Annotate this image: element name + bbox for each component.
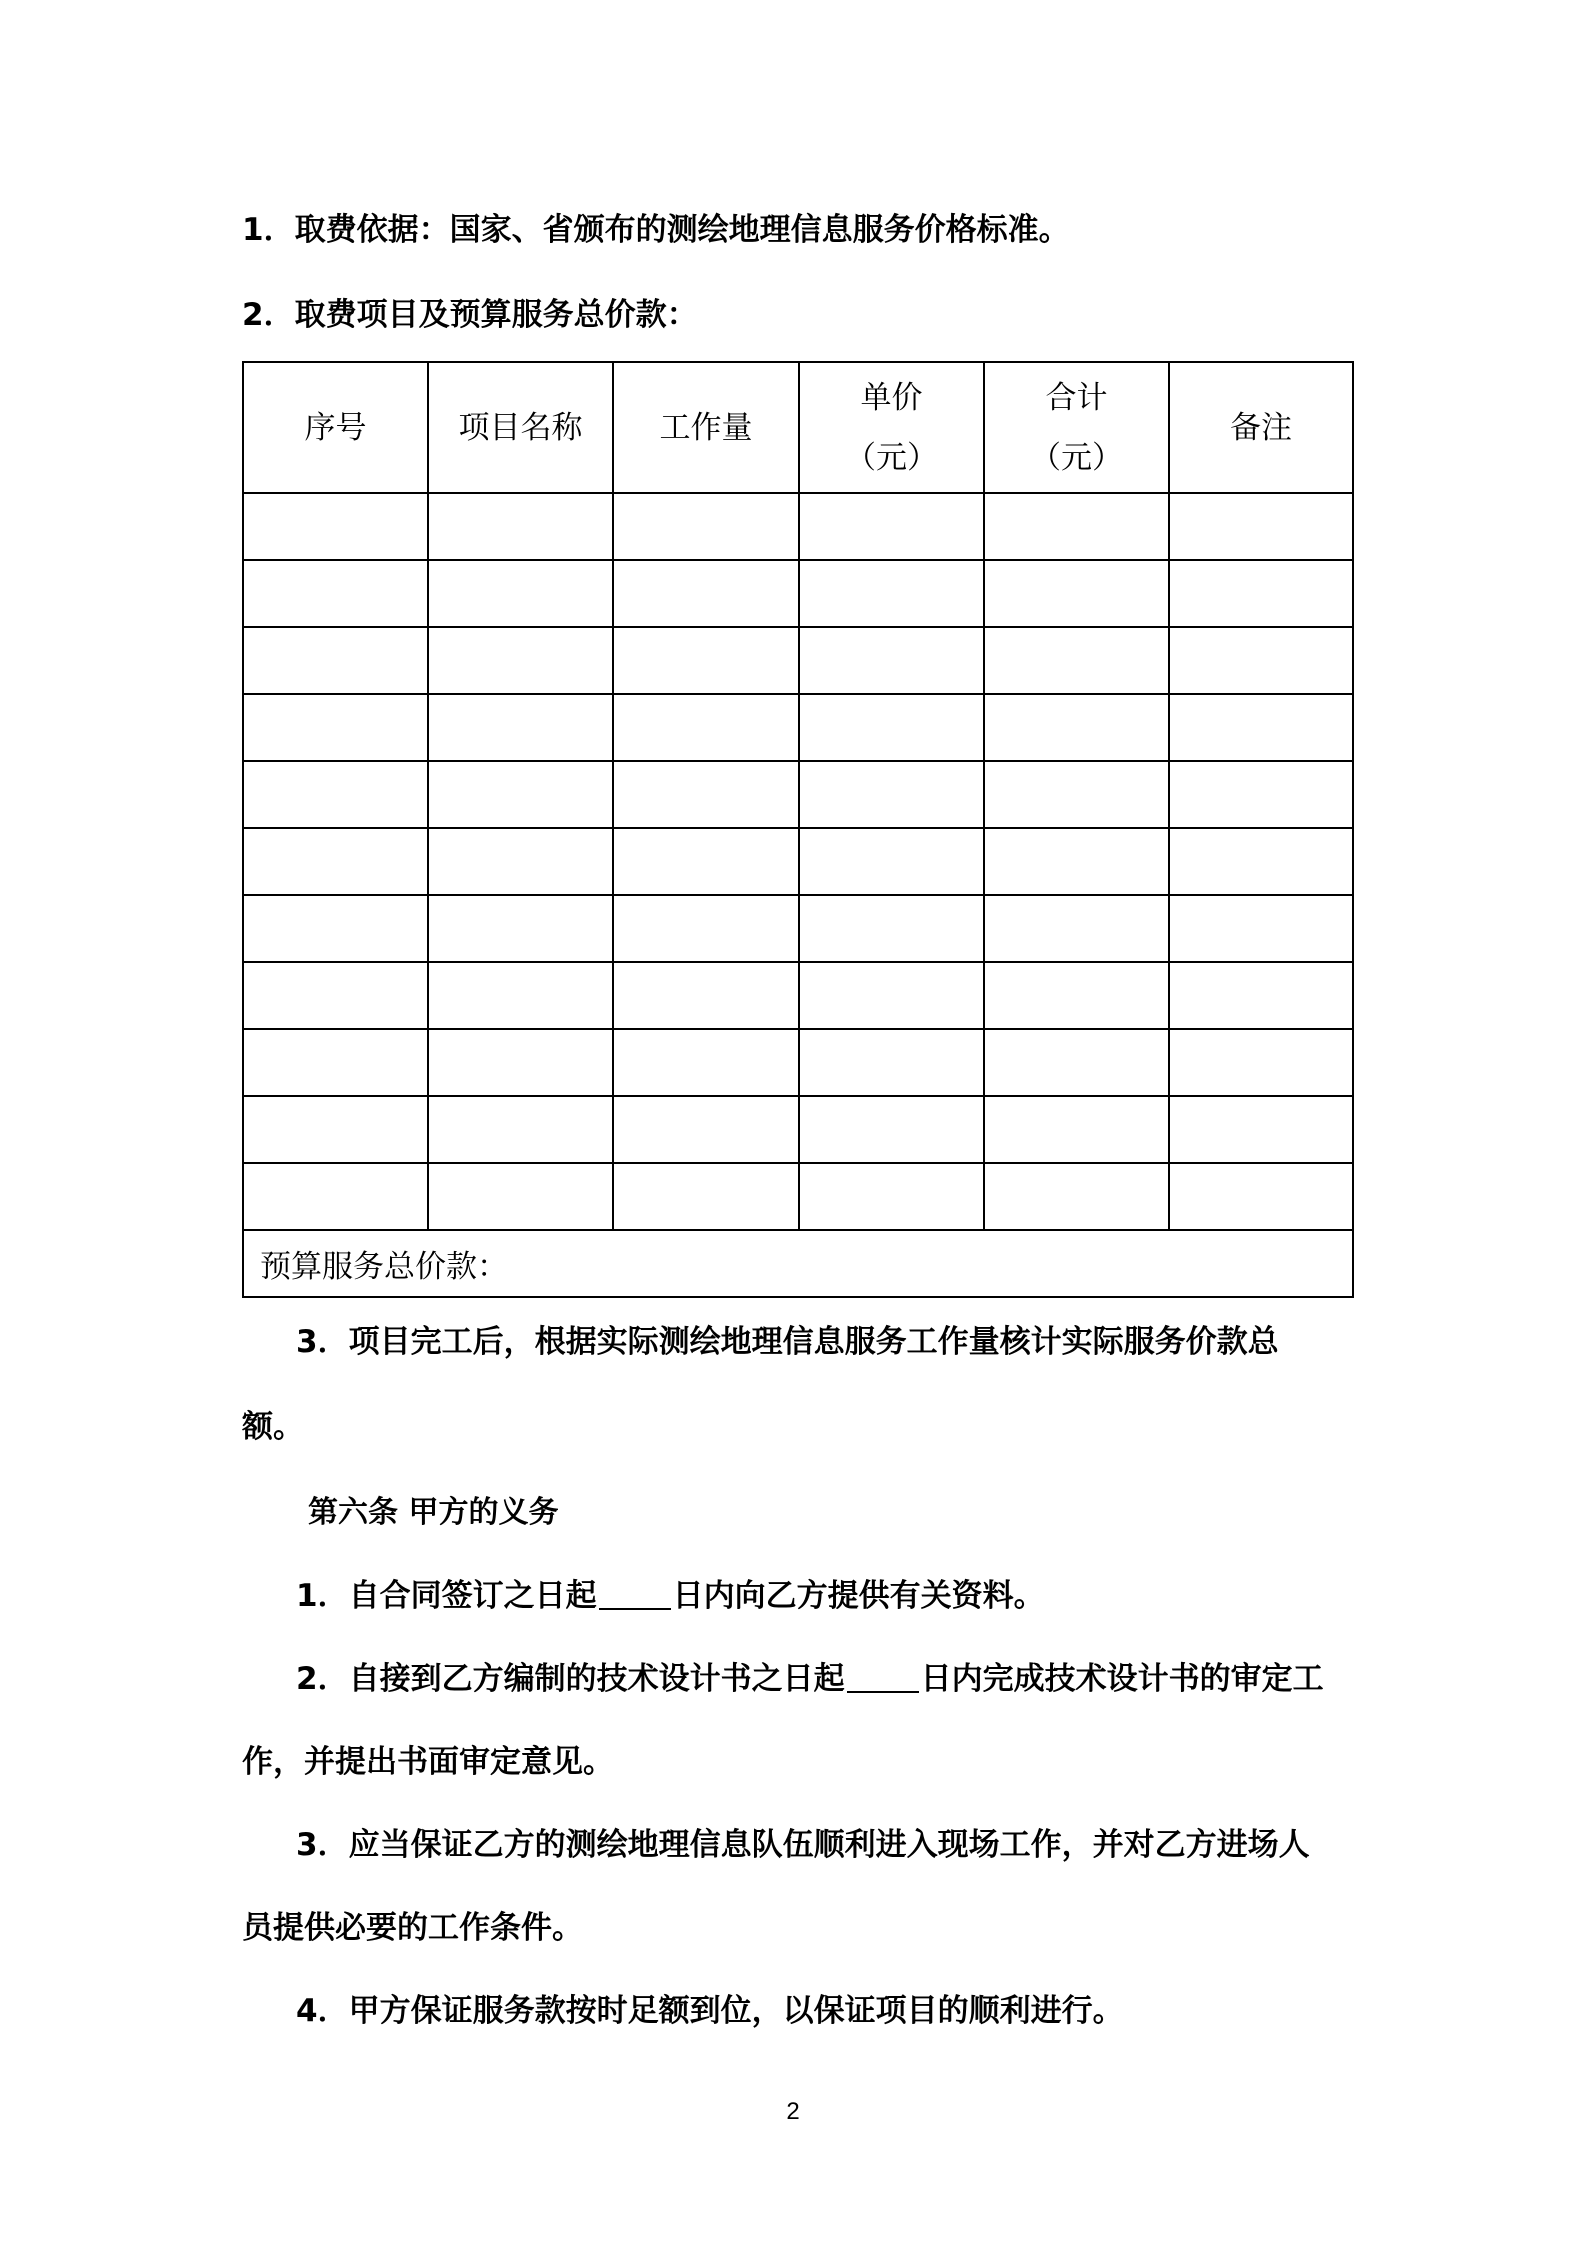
table-cell bbox=[243, 1163, 428, 1230]
table-cell bbox=[799, 962, 984, 1029]
table-cell bbox=[428, 962, 613, 1029]
header-unit-price bbox=[799, 362, 984, 493]
table-row bbox=[243, 1096, 1353, 1163]
table-cell bbox=[428, 1096, 613, 1163]
table-cell bbox=[799, 560, 984, 627]
after-completion-line1: 3．项目完工后，根据实际测绘地理信息服务工作量核计实际服务价款总 bbox=[296, 1324, 1279, 1360]
table-cell bbox=[799, 1163, 984, 1230]
table-cell bbox=[613, 1029, 799, 1096]
table-row bbox=[243, 493, 1353, 560]
table-cell bbox=[428, 828, 613, 895]
header-unit-price-label: 单价 bbox=[860, 379, 923, 416]
header-workload: 工作量 bbox=[613, 362, 799, 493]
table-cell bbox=[428, 895, 613, 962]
table-cell bbox=[243, 962, 428, 1029]
table-cell bbox=[984, 493, 1169, 560]
table-cell bbox=[984, 828, 1169, 895]
table-cell bbox=[1169, 1163, 1353, 1230]
table-cell bbox=[243, 694, 428, 761]
table-cell bbox=[428, 694, 613, 761]
table-cell bbox=[799, 1029, 984, 1096]
table-cell bbox=[613, 1163, 799, 1230]
table-cell bbox=[1169, 761, 1353, 828]
table-cell bbox=[243, 828, 428, 895]
duty2-line2: 作，并提出书面审定意见。 bbox=[242, 1744, 614, 1780]
table-cell bbox=[1169, 694, 1353, 761]
table-cell bbox=[613, 694, 799, 761]
total-budget-label: 预算服务总价款： bbox=[243, 1230, 1353, 1297]
header-unit-price-unit: （元） bbox=[845, 439, 938, 476]
table-cell bbox=[799, 761, 984, 828]
table-cell bbox=[613, 560, 799, 627]
table-cell bbox=[428, 627, 613, 694]
table-cell bbox=[1169, 828, 1353, 895]
table-cell bbox=[799, 1096, 984, 1163]
table-cell bbox=[613, 1096, 799, 1163]
table-cell bbox=[428, 1029, 613, 1096]
fee-table bbox=[242, 361, 1354, 1298]
duty1-text-after: 日内向乙方提供有关资料。 bbox=[672, 1578, 1045, 1614]
table-cell bbox=[984, 1096, 1169, 1163]
table-cell bbox=[613, 627, 799, 694]
table-cell bbox=[984, 895, 1169, 962]
page-number: 2 bbox=[786, 2098, 800, 2125]
table-cell bbox=[243, 560, 428, 627]
table-cell bbox=[1169, 560, 1353, 627]
table-cell bbox=[1169, 895, 1353, 962]
table-cell bbox=[428, 761, 613, 828]
after-completion-line2: 额。 bbox=[242, 1409, 304, 1445]
table-row bbox=[243, 560, 1353, 627]
table-cell bbox=[613, 895, 799, 962]
table-cell bbox=[984, 1029, 1169, 1096]
table-cell bbox=[243, 493, 428, 560]
table-cell bbox=[984, 694, 1169, 761]
table-row bbox=[243, 828, 1353, 895]
duty2-text-before: 2．自接到乙方编制的技术设计书之日起 bbox=[296, 1661, 845, 1697]
table-cell bbox=[799, 493, 984, 560]
table-cell bbox=[1169, 493, 1353, 560]
table-cell bbox=[984, 560, 1169, 627]
header-total bbox=[984, 362, 1169, 493]
table-cell bbox=[428, 493, 613, 560]
table-cell bbox=[243, 761, 428, 828]
table-cell bbox=[799, 694, 984, 761]
table-row bbox=[243, 694, 1353, 761]
table-cell bbox=[984, 627, 1169, 694]
table-cell bbox=[428, 1163, 613, 1230]
table-cell bbox=[1169, 962, 1353, 1029]
fee-items-paragraph: 2．取费项目及预算服务总价款： bbox=[242, 297, 698, 333]
table-footer-row bbox=[243, 1230, 1353, 1297]
table-cell bbox=[613, 828, 799, 895]
table-cell bbox=[984, 761, 1169, 828]
header-seq: 序号 bbox=[243, 362, 428, 493]
table-cell bbox=[984, 962, 1169, 1029]
table-cell bbox=[799, 828, 984, 895]
table-cell bbox=[243, 895, 428, 962]
duty1-text-before: 1．自合同签订之日起 bbox=[296, 1578, 597, 1614]
header-remarks: 备注 bbox=[1169, 362, 1353, 493]
duty3-line2: 员提供必要的工作条件。 bbox=[242, 1910, 583, 1946]
table-row bbox=[243, 761, 1353, 828]
table-cell bbox=[1169, 627, 1353, 694]
duty3-line1: 3．应当保证乙方的测绘地理信息队伍顺利进入现场工作，并对乙方进场人 bbox=[296, 1827, 1310, 1863]
header-total-unit: （元） bbox=[1030, 439, 1123, 476]
table-cell bbox=[984, 1163, 1169, 1230]
table-cell bbox=[1169, 1096, 1353, 1163]
table-cell bbox=[613, 761, 799, 828]
table-cell bbox=[243, 1029, 428, 1096]
fee-basis-paragraph: 1．取费依据：国家、省颁布的测绘地理信息服务价格标准。 bbox=[242, 212, 1070, 248]
table-header-row bbox=[243, 362, 1353, 493]
table-cell bbox=[428, 560, 613, 627]
table-cell bbox=[243, 1096, 428, 1163]
table-row bbox=[243, 1029, 1353, 1096]
table-cell bbox=[799, 627, 984, 694]
table-cell bbox=[243, 627, 428, 694]
table-cell bbox=[799, 895, 984, 962]
duty1-paragraph bbox=[296, 1576, 1045, 1616]
table-cell bbox=[613, 493, 799, 560]
duty2-paragraph bbox=[296, 1659, 1324, 1699]
table-row bbox=[243, 895, 1353, 962]
duty2-text-after: 日内完成技术设计书的审定工 bbox=[920, 1661, 1324, 1697]
table-cell bbox=[1169, 1029, 1353, 1096]
table-row bbox=[243, 627, 1353, 694]
table-cell bbox=[613, 962, 799, 1029]
table-row bbox=[243, 962, 1353, 1029]
days-blank-field[interactable] bbox=[599, 1578, 671, 1610]
table-row bbox=[243, 1163, 1353, 1230]
duty4-paragraph: 4．甲方保证服务款按时足额到位，以保证项目的顺利进行。 bbox=[296, 1993, 1124, 2029]
header-total-label: 合计 bbox=[1045, 379, 1108, 416]
header-item-name: 项目名称 bbox=[428, 362, 613, 493]
days-blank-field[interactable] bbox=[847, 1661, 919, 1693]
article-heading: 第六条 甲方的义务 bbox=[308, 1495, 559, 1530]
